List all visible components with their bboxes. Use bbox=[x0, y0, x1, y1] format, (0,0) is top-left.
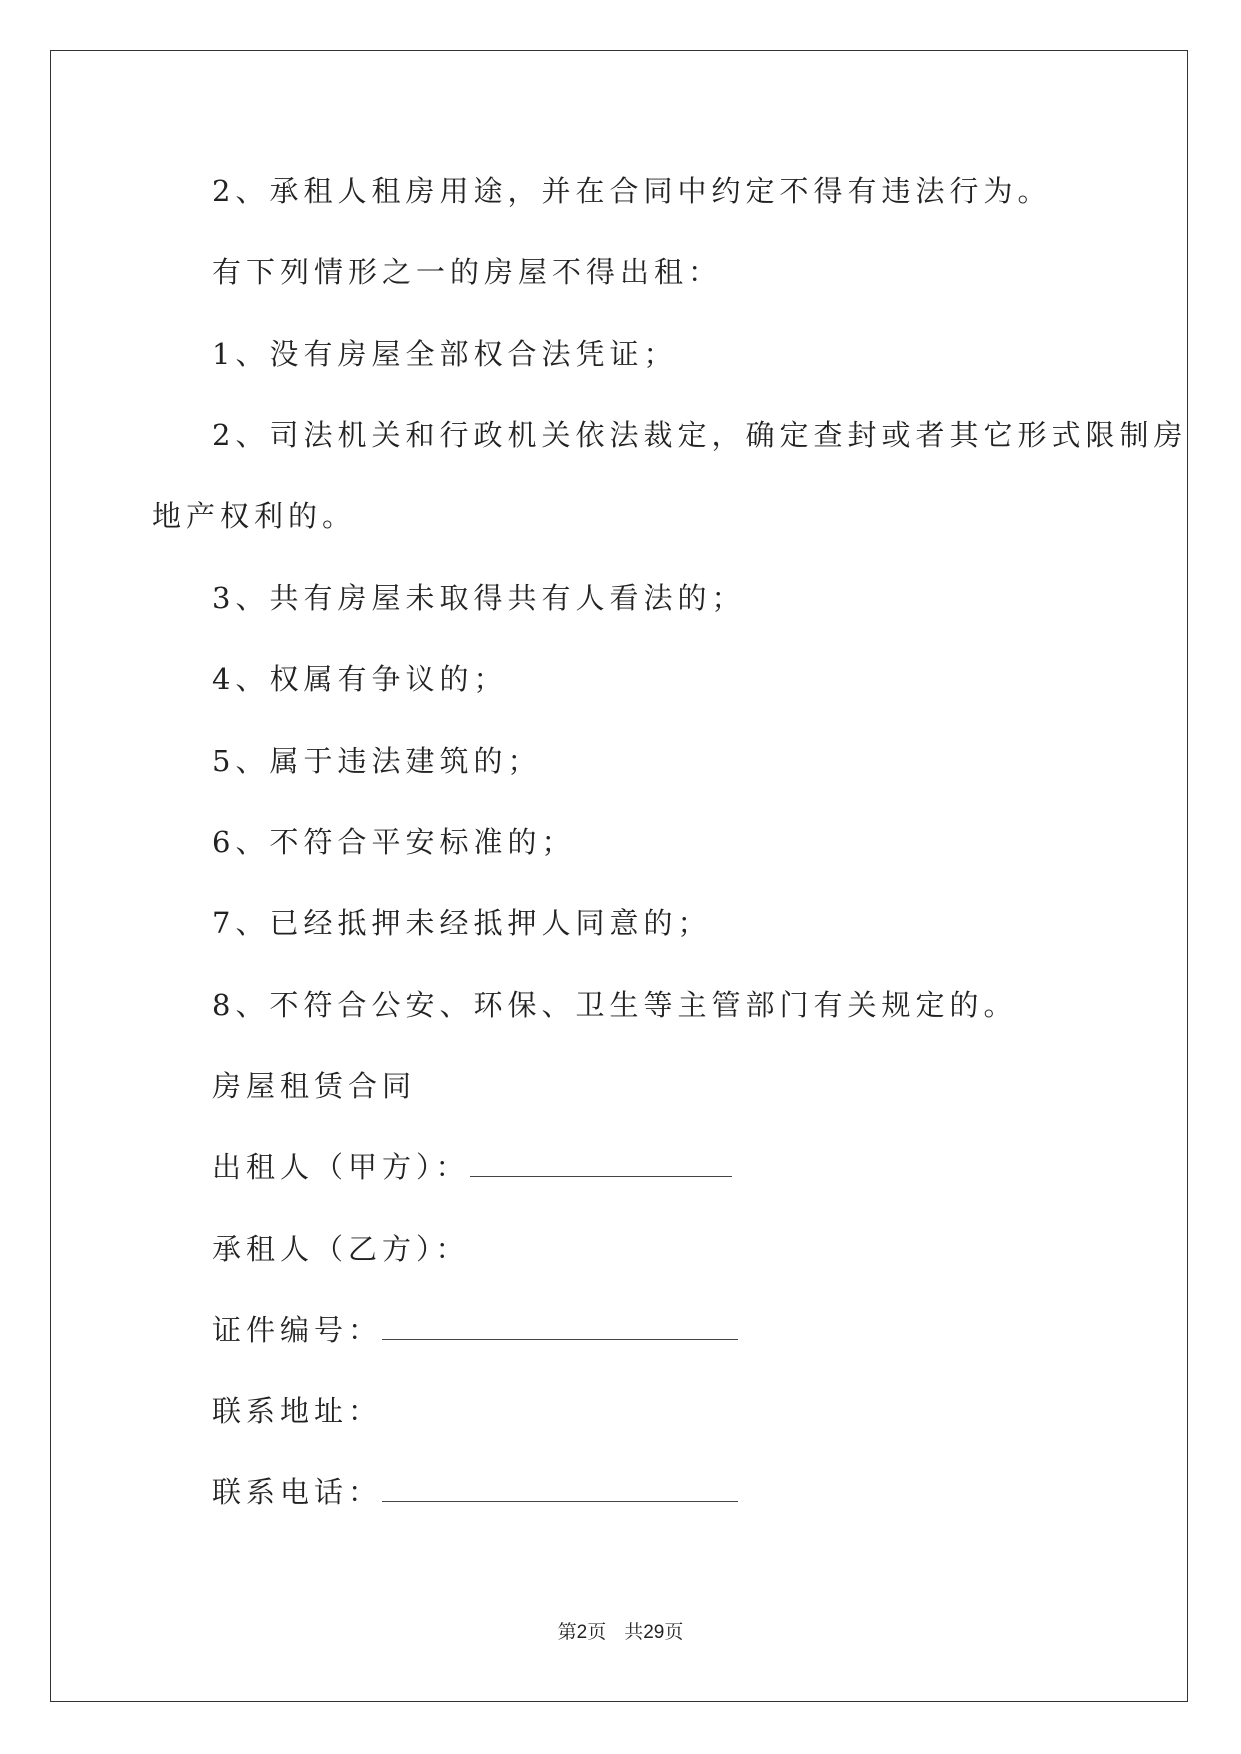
list-item-8: 8、不符合公安、环保、卫生等主管部门有关规定的。 bbox=[212, 988, 1018, 1022]
list-item-2: 2、司法机关和行政机关依法裁定，确定查封或者其它形式限制房 bbox=[212, 418, 1188, 452]
list-item-2-continued: 地产权利的。 bbox=[152, 499, 357, 533]
field-lessor-blank[interactable] bbox=[470, 1175, 732, 1177]
list-item-7: 7、已经抵押未经抵押人同意的； bbox=[212, 906, 712, 940]
list-item-3: 3、共有房屋未取得共有人看法的； bbox=[212, 581, 746, 615]
footer-total-suffix: 页 bbox=[664, 1621, 684, 1643]
field-lessor bbox=[212, 1150, 732, 1184]
field-address bbox=[212, 1394, 383, 1428]
field-id-number bbox=[212, 1313, 738, 1347]
page-border bbox=[50, 50, 1188, 1702]
paragraph-intro: 有下列情形之一的房屋不得出租： bbox=[212, 255, 723, 289]
paragraph-usage: 2、承租人租房用途，并在合同中约定不得有违法行为。 bbox=[212, 174, 1052, 208]
field-id-number-blank[interactable] bbox=[382, 1338, 738, 1340]
footer-page-prefix: 第 bbox=[557, 1621, 577, 1643]
list-item-5: 5、属于违法建筑的； bbox=[212, 744, 542, 778]
list-item-6: 6、不符合平安标准的； bbox=[212, 825, 576, 859]
contract-title: 房屋租赁合同 bbox=[212, 1069, 417, 1103]
field-phone-label: 联系电话： bbox=[212, 1475, 383, 1509]
footer-total-pages: 29 bbox=[643, 1622, 665, 1643]
field-id-number-label: 证件编号： bbox=[212, 1313, 383, 1347]
field-phone-blank[interactable] bbox=[382, 1500, 738, 1502]
field-phone bbox=[212, 1475, 738, 1509]
field-lessee-label: 承租人（乙方）： bbox=[212, 1232, 470, 1266]
field-lessor-label: 出租人（甲方）： bbox=[212, 1150, 470, 1184]
list-item-1: 1、没有房屋全部权合法凭证； bbox=[212, 337, 678, 371]
footer-total-prefix: 共 bbox=[624, 1621, 644, 1643]
page-footer bbox=[0, 1617, 1241, 1644]
list-item-4: 4、权属有争议的； bbox=[212, 662, 508, 696]
field-lessee bbox=[212, 1232, 470, 1266]
footer-page-suffix: 页 bbox=[587, 1621, 607, 1643]
field-address-label: 联系地址： bbox=[212, 1394, 383, 1428]
footer-page-number: 2 bbox=[576, 1622, 588, 1643]
